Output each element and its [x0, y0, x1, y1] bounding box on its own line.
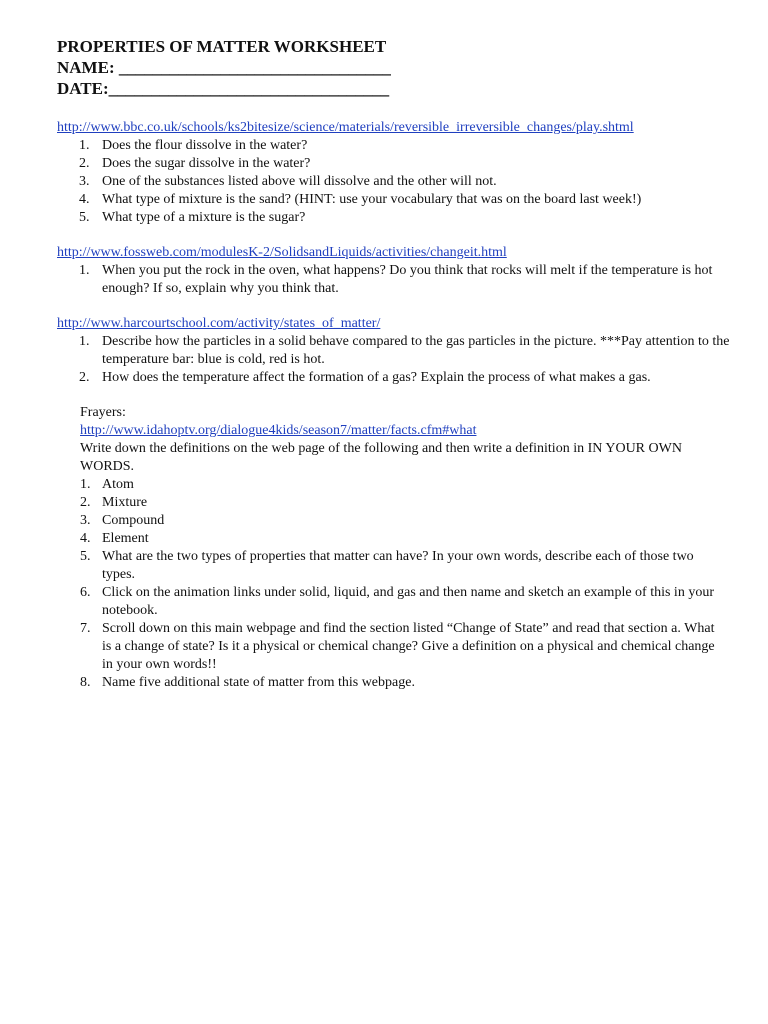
frayers-intro: Write down the definitions on the web page of the following and then write a definition in IN YOUR OWN WORDS. — [80, 441, 682, 474]
date-line: DATE:_________________________________ — [57, 79, 390, 98]
list-item: 4. What type of mixture is the sand? (HINT: use your vocabulary that was on the board last week!) — [79, 192, 642, 207]
bbc-link[interactable]: http://www.bbc.co.uk/schools/ks2bitesize/science/materials/reversible_irreversible_changes/play.shtml — [57, 120, 634, 135]
section-harcourt — [57, 315, 732, 387]
fossweb-link[interactable]: http://www.fossweb.com/modulesK-2/SolidsandLiquids/activities/changeit.html — [57, 245, 507, 260]
list-item: 1. When you put the rock in the oven, what happens? Do you think that rocks will melt if the temperature is hot enough? If so, explain why you think that. — [79, 263, 713, 296]
list-item: 4. Element — [80, 531, 149, 546]
worksheet-header — [57, 36, 391, 99]
list-item: 3. Compound — [80, 513, 165, 528]
name-line: NAME: ________________________________ — [57, 58, 391, 77]
worksheet-title: PROPERTIES OF MATTER WORKSHEET — [57, 37, 387, 56]
list-item: 8. Name five additional state of matter from this webpage. — [80, 675, 415, 690]
bbc-questions — [57, 137, 732, 227]
section-fossweb — [57, 244, 732, 298]
frayers-label: Frayers: — [80, 405, 126, 420]
list-item: 1. Describe how the particles in a solid behave compared to the gas particles in the picture. ***Pay attention to the temperature bar: blue is cold, red is hot. — [79, 334, 730, 367]
list-item: 2. Does the sugar dissolve in the water? — [79, 156, 311, 171]
list-item: 2. Mixture — [80, 495, 148, 510]
section-bbc — [57, 119, 732, 227]
idahoptv-link[interactable]: http://www.idahoptv.org/dialogue4kids/season7/matter/facts.cfm#what — [80, 423, 477, 438]
harcourt-questions — [57, 333, 732, 387]
list-item: 5. What type of a mixture is the sugar? — [79, 210, 306, 225]
list-item: 2. How does the temperature affect the formation of a gas? Explain the process of what makes a gas. — [79, 370, 651, 385]
list-item: 3. One of the substances listed above will dissolve and the other will not. — [79, 174, 497, 189]
frayers-questions — [80, 476, 720, 692]
list-item: 5. What are the two types of properties that matter can have? In your own words, describe each of those two types. — [80, 549, 694, 582]
list-item: 1. Does the flour dissolve in the water? — [79, 138, 308, 153]
list-item: 6. Click on the animation links under solid, liquid, and gas and then name and sketch an example of this in your notebook. — [80, 585, 714, 618]
harcourt-link[interactable]: http://www.harcourtschool.com/activity/states_of_matter/ — [57, 316, 381, 331]
list-item: 1. Atom — [80, 477, 134, 492]
list-item: 7. Scroll down on this main webpage and find the section listed “Change of State” and read that section a. What is a change of state? Is it a physical or chemical change? Give a definition on a physical and chemical change in your own words!! — [80, 621, 715, 672]
fossweb-questions — [57, 262, 732, 298]
section-frayers — [80, 404, 720, 692]
